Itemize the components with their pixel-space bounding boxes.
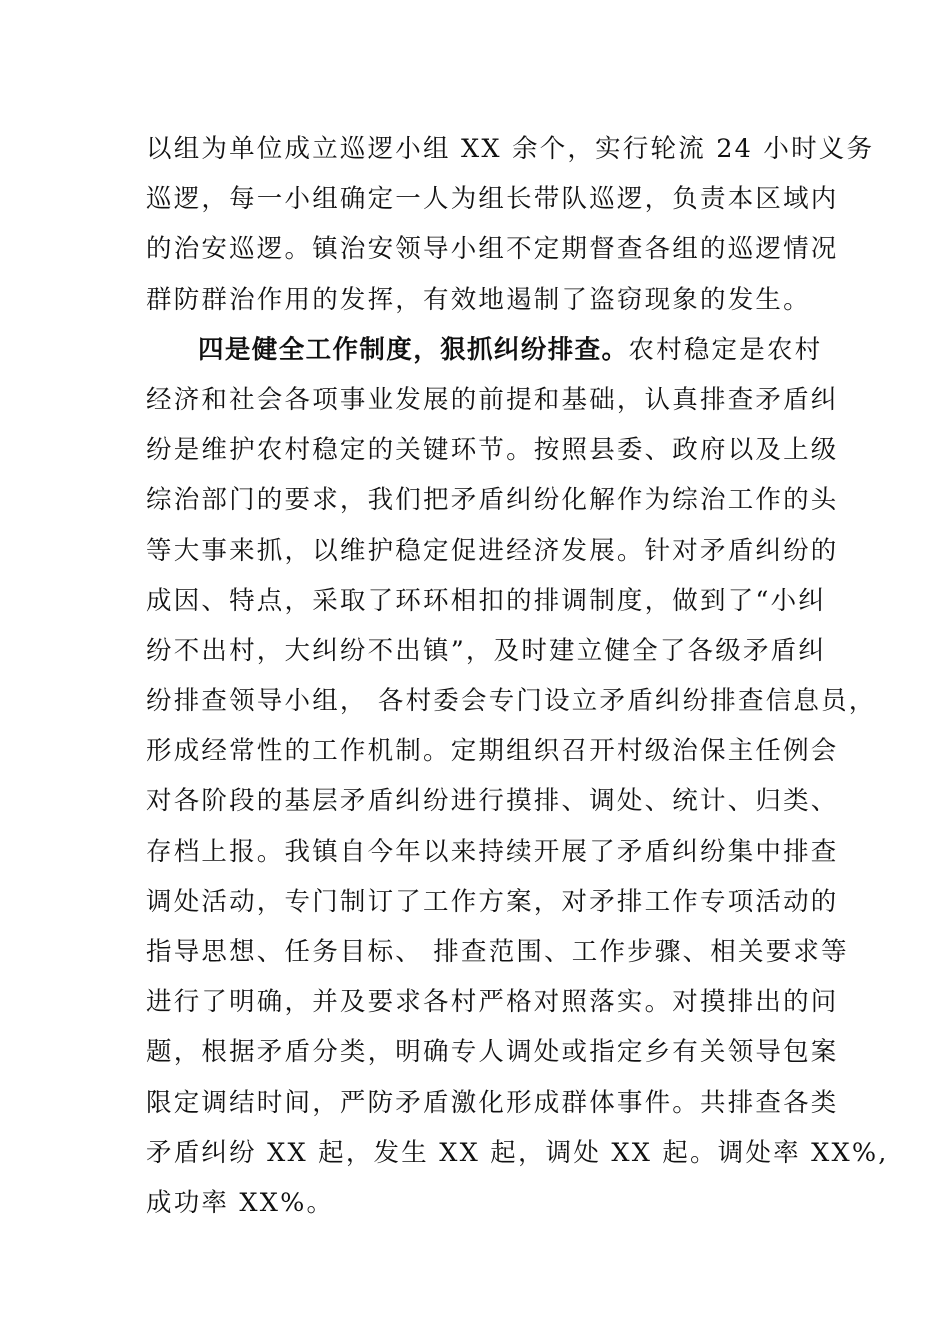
text-line: 调处活动，专门制订了工作方案，对矛排工作专项活动的 [146,886,839,917]
text-line: 等大事来抓，以维护稳定促进经济发展。针对矛盾纠纷的 [146,535,839,566]
text-line: 纷排查领导小组， 各村委会专门设立矛盾纠纷排查信息员， [146,686,877,717]
text-line: 成功率 XX%。 [146,1187,335,1218]
text-line: 矛盾纠纷 XX 起，发生 XX 起，调处 XX 起。调处率 XX%, [146,1137,889,1168]
text-line: 题，根据矛盾分类，明确专人调处或指定乡有关领导包案 [146,1037,839,1068]
paragraph-first-line [146,325,823,375]
text-line: 综治部门的要求，我们把矛盾纠纷化解作为综治工作的头 [146,485,839,516]
text-line: 纷是维护农村稳定的关键环节。按照县委、政府以及上级 [146,435,839,466]
text-line: 群防群治作用的发挥，有效地遏制了盗窃现象的发生。 [146,284,811,315]
text-line: 以组为单位成立巡逻小组 XX 余个，实行轮流 24 小时义务 [146,134,875,164]
text-line: 经济和社会各项事业发展的前提和基础，认真排查矛盾纠 [146,384,839,415]
text-line: 存档上报。我镇自今年以来持续开展了矛盾纠纷集中排查 [146,836,839,867]
text-line: 进行了明确，并及要求各村严格对照落实。对摸排出的问 [146,987,839,1018]
text-line: 指导思想、任务目标、 排查范围、工作步骤、相关要求等 [146,937,849,967]
document-body [146,124,889,1228]
paragraph-patrol [146,124,875,325]
text-line: 限定调结时间，严防矛盾激化形成群体事件。共排查各类 [146,1087,839,1118]
paragraph-dispute-screening [146,325,889,1228]
text-line: 成因、特点，采取了环环相扣的排调制度，做到了“小纠 [146,585,827,616]
text-line: 巡逻，每一小组确定一人为组长带队巡逻，负责本区域内 [146,184,839,215]
paragraph-heading: 四是健全工作制度，狠抓纠纷排查。 [198,334,629,365]
text-line: 形成经常性的工作机制。定期组织召开村级治保主任例会 [146,736,839,767]
text-line-rest: 农村稳定是农村 [628,334,823,365]
text-line: 对各阶段的基层矛盾纠纷进行摸排、调处、统计、归类、 [146,786,839,817]
text-line: 纷不出村，大纠纷不出镇”，及时建立健全了各级矛盾纠 [146,635,827,666]
text-line: 的治安巡逻。镇治安领导小组不定期督查各组的巡逻情况 [146,234,839,265]
